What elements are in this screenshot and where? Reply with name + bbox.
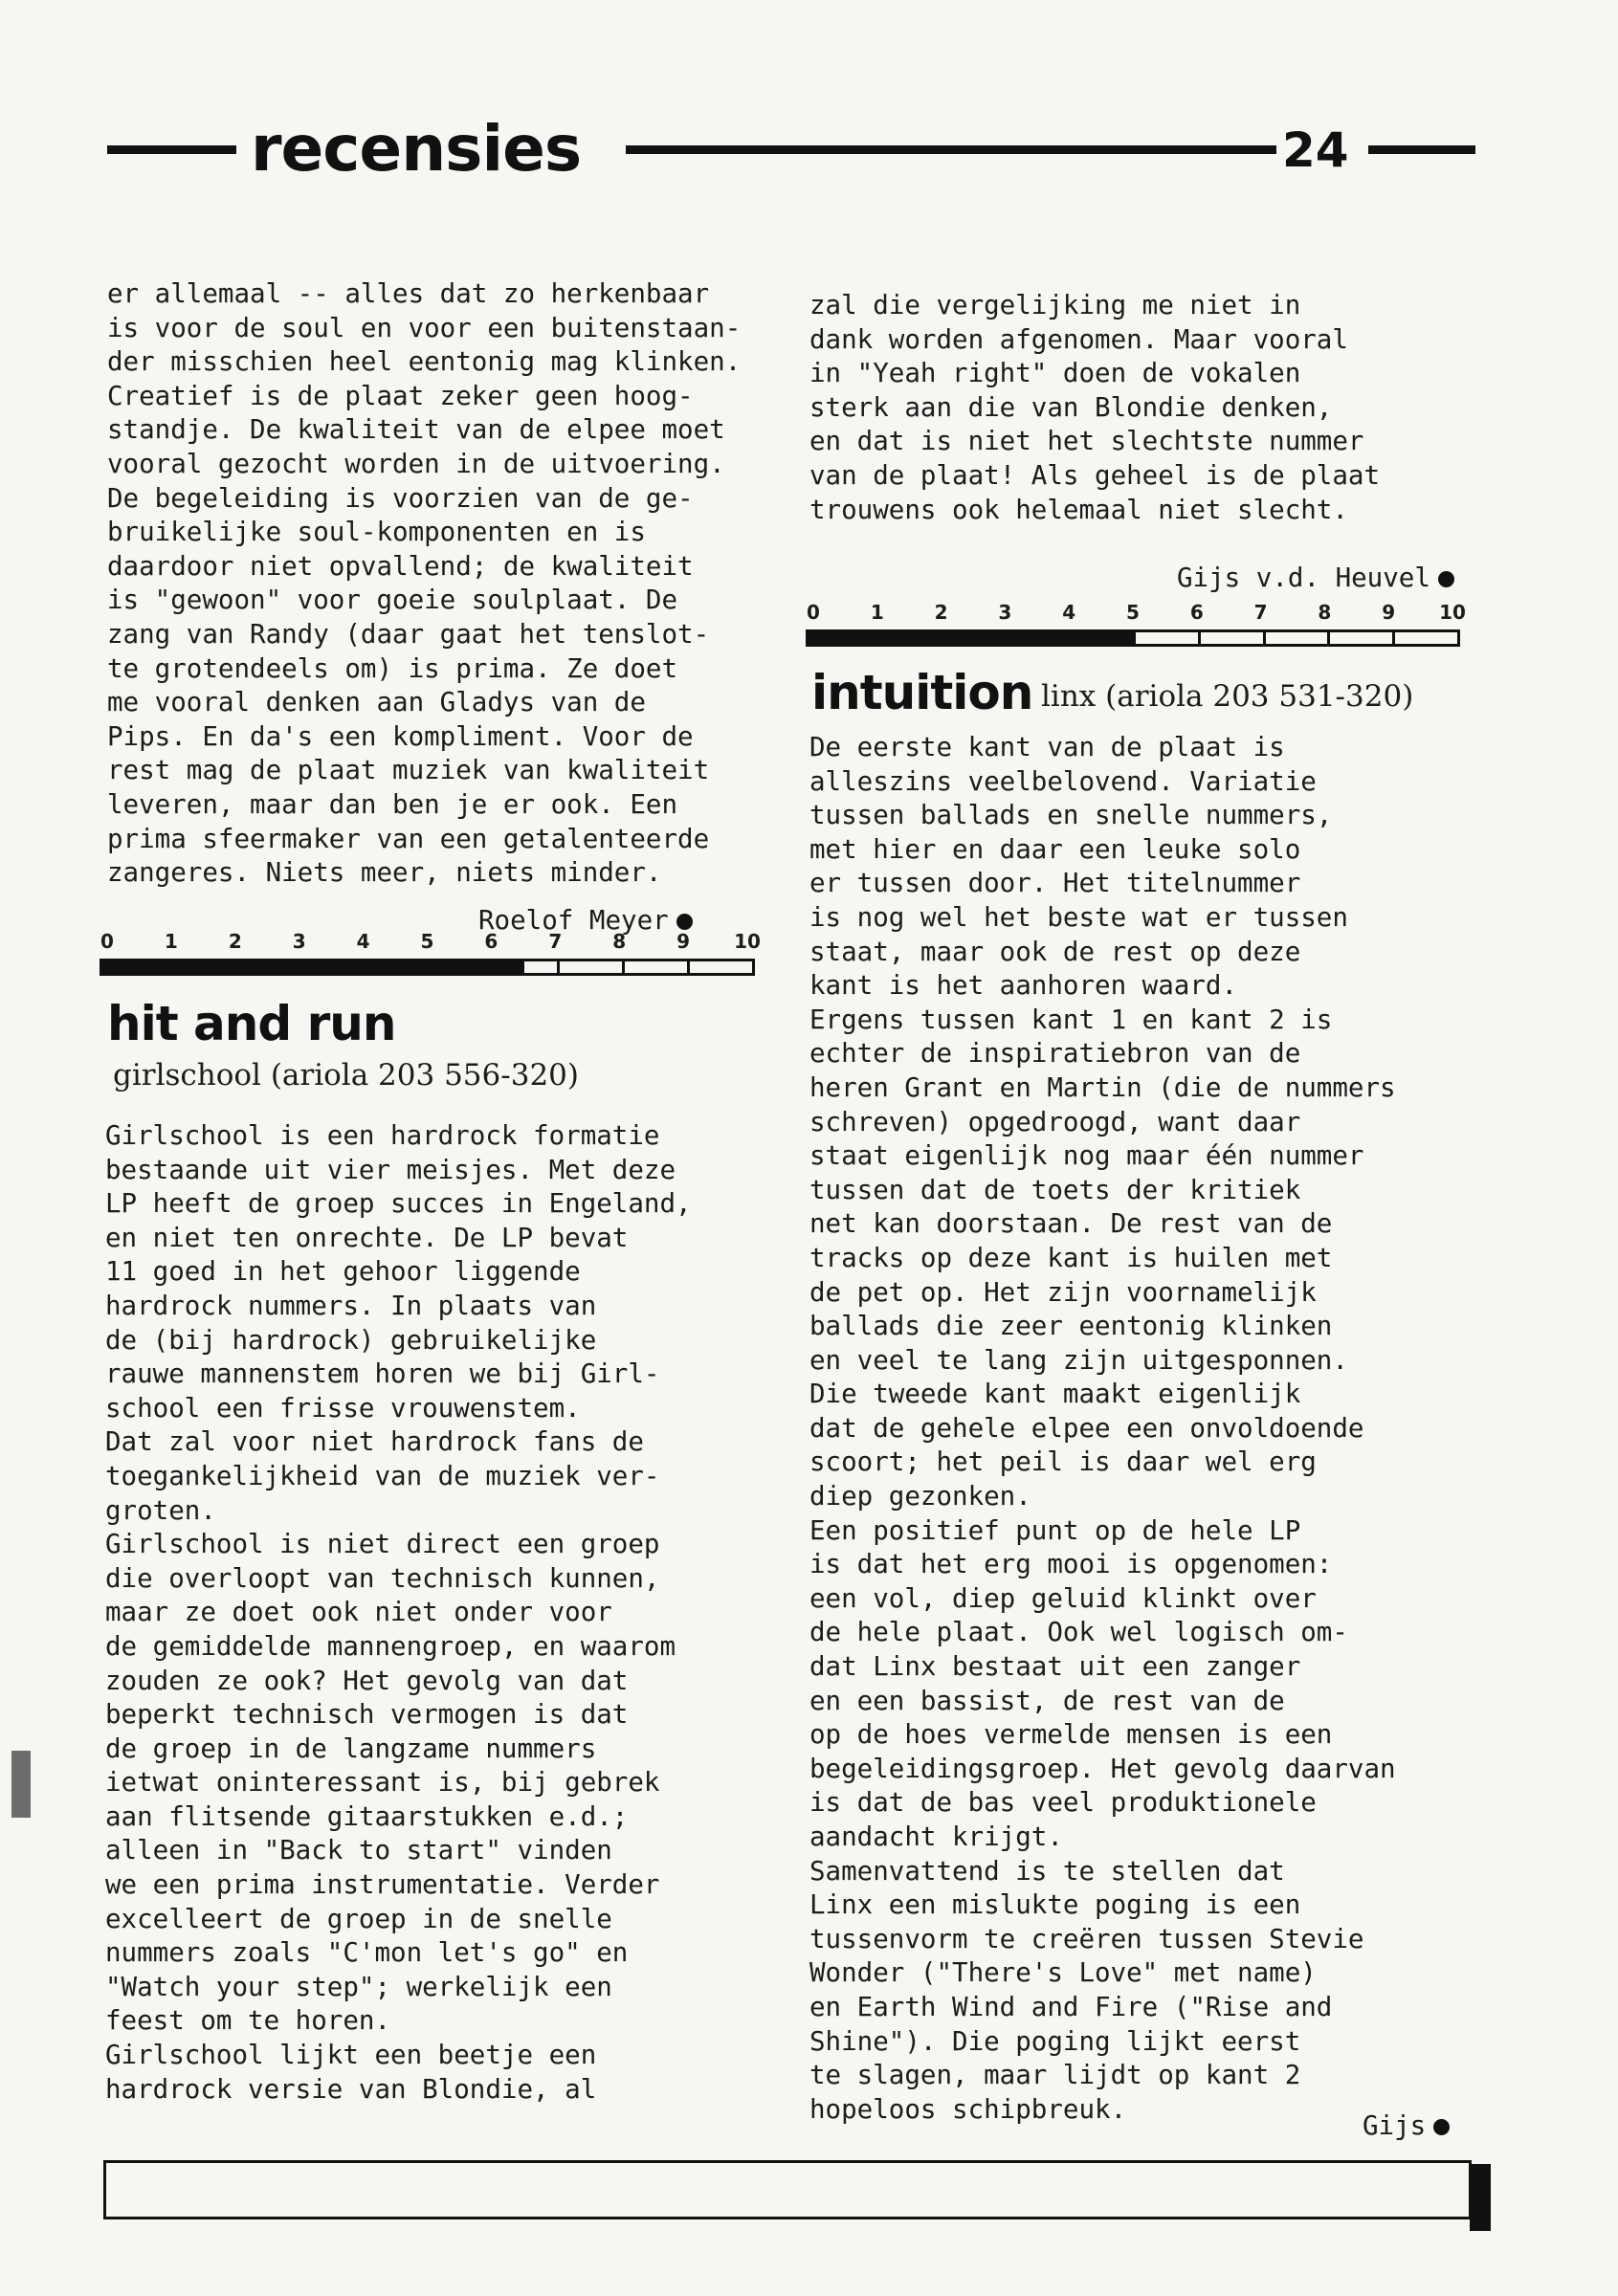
rating-tick <box>1392 632 1395 644</box>
review-meta: girlschool (ariola 203 556-320) <box>113 1058 579 1093</box>
rating-number: 9 <box>1382 601 1396 624</box>
rating-number: 9 <box>676 930 691 953</box>
review-text-continued: zal die vergelijking me niet in dank worden afgenomen. Maar vooral in "Yeah right" doen de vokalen sterk aan die van Blondie denken, en dat is niet het slechtste nummer van de plaat! Als geheel is de plaat trouwens ook helemaal niet slecht. <box>809 290 1381 525</box>
page-header <box>107 113 1475 189</box>
rating-tick <box>687 961 690 973</box>
review-continued-text: er allemaal -- alles dat zo herkenbaar is voor de soul en voor een buitenstaan- der misschien heel eentonig mag klinken. Creatief is de plaat zeker geen hoog- standje. De kwaliteit van de elpee moet vooral gezocht worden in de uitvoering. De begeleiding is voorzien van de ge- bruikelijke soul-komponenten en is daardoor niet opvallend; de kwaliteit is "gewoon" voor goeie soulplaat. De zang van Randy (daar gaat het tenslot- te grotendeels om) is prima. Ze doet me vooral denken aan Gladys van de Pips. En da's een kompliment. Voor de rest mag de plaat muziek van kwaliteit leveren, maar dan ben je er ook. Een prima sfeermaker van een getalenteerde zangeres. Niets meer, niets minder. <box>107 278 742 889</box>
rating-tick <box>1133 632 1136 644</box>
author-name: Gijs <box>1363 2110 1427 2141</box>
review-title: intuition <box>811 665 1033 720</box>
review-continued <box>107 277 741 891</box>
rating-tick <box>622 961 625 973</box>
rating-tick <box>428 961 431 973</box>
review-body <box>809 731 1396 2127</box>
review-title: hit and run <box>107 996 396 1051</box>
end-dot-icon <box>1433 2119 1450 2135</box>
rating-tick <box>1263 632 1266 644</box>
binding-mark <box>11 1751 31 1818</box>
end-dot-icon <box>1438 571 1454 587</box>
review-byline <box>1363 2110 1450 2141</box>
rating-tick <box>298 961 300 973</box>
author-name: Roelof Meyer <box>478 905 669 936</box>
rating-number: 1 <box>164 930 178 953</box>
rating-number: 0 <box>100 930 114 953</box>
rating-tick <box>167 961 170 973</box>
rating-number: 0 <box>807 601 820 624</box>
rating-number: 8 <box>612 930 627 953</box>
rating-tick <box>874 632 876 644</box>
rating-number: 3 <box>998 601 1012 624</box>
author-name: Gijs v.d. Heuvel <box>1177 563 1430 593</box>
rating-tick <box>233 961 235 973</box>
rating-tick <box>1068 632 1071 644</box>
rating-number: 6 <box>484 930 499 953</box>
rating-number: 3 <box>292 930 306 953</box>
rating-tick <box>363 961 366 973</box>
section-title: recensies <box>251 112 582 186</box>
review-text: Girlschool is een hardrock formatie bestaande uit vier meisjes. Met deze LP heeft de groep succes in Engeland, en niet ten onrechte. De LP bevat 11 goed in het gehoor liggende hardrock nummers. In plaats van de (bij hardrock) gebruikelijke rauwe mannenstem horen we bij Girl- school een frisse vrouwenstem. Dat zal voor niet hardrock fans de toegankelijkheid van de muziek ver- groten. Girlschool is niet direct een groep die overloopt van technisch kunnen, maar ze doet ook niet onder voor de gemiddelde mannengroep, en waarom zouden ze ook? Het gevolg van dat beperkt technisch vermogen is dat de groep in de langzame nummers ietwat oninteressant is, bij gebrek aan flitsende gitaarstukken e.d.; alleen in "Back to start" vinden we een prima instrumentatie. Verder excelleert de groep in de snelle nummers zoals "C'mon let's go" en "Watch your step"; werkelijk een feest om te horen. Girlschool lijkt een beetje een hardrock versie van Blondie, al <box>105 1120 692 2105</box>
rating-number: 7 <box>1253 601 1268 624</box>
rating-number: 5 <box>1126 601 1140 624</box>
rating-fill <box>809 632 1133 644</box>
rating-tick <box>1003 632 1006 644</box>
header-rule-right <box>1368 145 1475 154</box>
rating-tick <box>1198 632 1201 644</box>
rating-tick <box>1327 632 1330 644</box>
rating-number: 4 <box>1062 601 1076 624</box>
header-rule-middle <box>626 145 1276 154</box>
rating-number: 6 <box>1189 601 1204 624</box>
rating-numbers <box>100 930 761 959</box>
rating-number: 2 <box>228 930 242 953</box>
rating-tick <box>557 961 560 973</box>
rating-number: 5 <box>420 930 434 953</box>
review-text: De eerste kant van de plaat is alleszins veelbelovend. Variatie tussen ballads en snelle nummers, met hier en daar een leuke solo er tussen door. Het titelnummer is nog wel het beste wat er tussen staat, maar ook de rest op deze kant is het aanhoren waard. Ergens tussen kant 1 en kant 2 is echter de inspiratiebron van de heren Grant en Martin (die de nummers schreven) opgedroogd, want daar staat eigenlijk nog maar één nummer tussen dat de toets der kritiek net kan doorstaan. De rest van de tracks op deze kant is huilen met de pet op. Het zijn voornamelijk ballads die zeer eentonig klinken en veel te lang zijn uitgesponnen. Die tweede kant maakt eigenlijk dat de gehele elpee een onvoldoende scoort; het peil is daar wel erg diep gezonken. Een positief punt op de hele LP is dat het erg mooi is opgenomen: een vol, diep geluid klinkt over de hele plaat. Ook wel logisch om- dat Linx bestaat uit een zanger en een bassist, de rest van de op de hoes vermelde mensen is een begeleidingsgroep. Het gevolg daarvan is dat de bas veel produktionele aandacht krijgt. Samenvattend is te stellen dat Linx een mislukte poging is een tussenvorm te creëren tussen Stevie Wonder ("There's Love" met name) en Earth Wind and Fire ("Rise and Shine"). Die poging lijkt eerst te slagen, maar lijdt op kant 2 hopeloos schipbreuk. <box>809 732 1396 2125</box>
page-number: 24 <box>1282 122 1349 178</box>
footer-frame <box>103 2160 1472 2219</box>
rating-fill <box>102 961 524 973</box>
footer-frame-shadow <box>1470 2164 1491 2231</box>
rating-number: 2 <box>934 601 948 624</box>
review-meta: linx (ariola 203 531-320) <box>1041 679 1414 714</box>
review-body-continued <box>809 289 1380 527</box>
rating-numbers <box>806 601 1466 629</box>
end-dot-icon <box>676 914 693 930</box>
rating-scale <box>806 601 1466 651</box>
rating-number: 1 <box>870 601 884 624</box>
rating-number: 10 <box>1439 601 1466 624</box>
rating-scale <box>100 930 761 980</box>
review-body <box>105 1119 692 2107</box>
review-byline <box>1177 563 1454 593</box>
header-rule-left <box>107 145 236 154</box>
rating-number: 4 <box>356 930 370 953</box>
rating-number: 7 <box>548 930 563 953</box>
rating-bar <box>100 959 755 976</box>
rating-bar <box>806 629 1460 647</box>
rating-tick <box>939 632 942 644</box>
rating-number: 10 <box>734 930 761 953</box>
rating-tick <box>492 961 495 973</box>
rating-number: 8 <box>1318 601 1332 624</box>
